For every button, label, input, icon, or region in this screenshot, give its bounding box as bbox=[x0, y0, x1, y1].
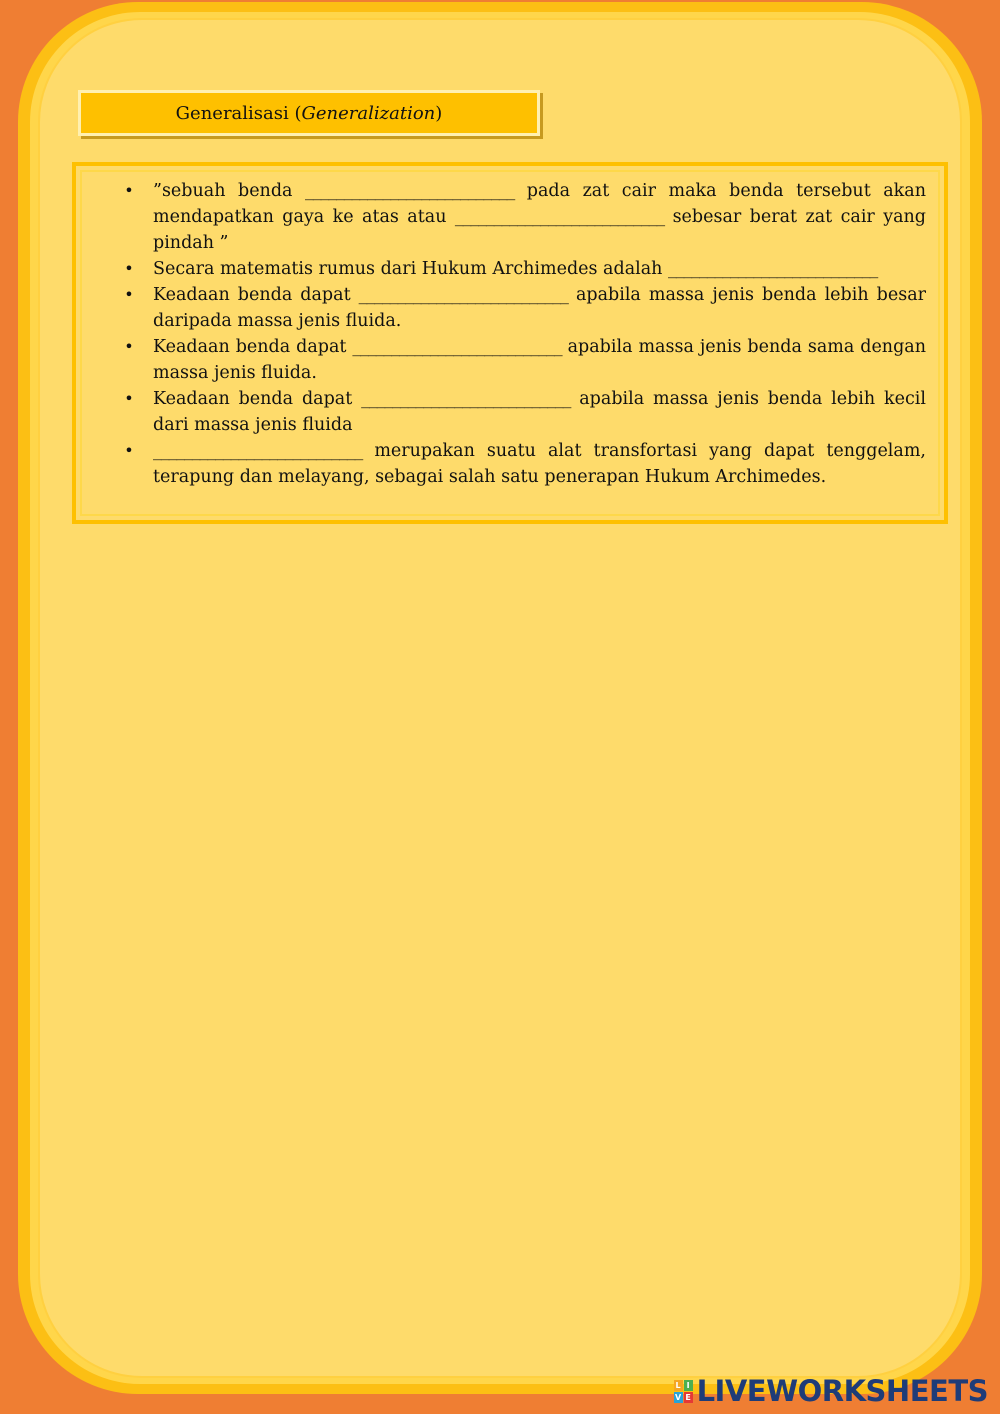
item-text: pada zat cair maka benda tersebut akan mendapatkan gaya ke atas atau bbox=[153, 181, 926, 227]
section-title bbox=[78, 90, 540, 136]
section-title-text: Generalisasi ( bbox=[175, 102, 302, 124]
item-text: sebesar berat zat cair yang pindah ” bbox=[153, 207, 926, 253]
watermark-text: LIVEWORKSHEETS bbox=[696, 1374, 988, 1408]
item-text: Secara matematis rumus dari Hukum Archimedes adalah bbox=[153, 259, 668, 279]
item-text: Keadaan benda dapat bbox=[153, 389, 362, 409]
answer-blank[interactable]: ___________________________ bbox=[361, 389, 571, 409]
answer-blank[interactable]: ___________________________ bbox=[358, 285, 568, 305]
answer-blank[interactable]: ___________________________ bbox=[153, 441, 363, 461]
item-text: ”sebuah benda bbox=[153, 181, 305, 201]
list-item bbox=[80, 256, 926, 282]
liveworksheets-watermark bbox=[674, 1374, 988, 1408]
liveworksheets-logo-icon bbox=[674, 1380, 693, 1403]
fill-in-list bbox=[80, 178, 926, 490]
item-text: apabila massa jenis benda sama dengan massa jenis fluida. bbox=[153, 337, 926, 383]
list-item bbox=[80, 334, 926, 386]
logo-letter: L bbox=[675, 1380, 681, 1390]
list-item bbox=[80, 282, 926, 334]
answer-blank[interactable]: ___________________________ bbox=[305, 181, 515, 201]
bullet-icon: • bbox=[124, 337, 134, 356]
logo-letter: V bbox=[674, 1392, 682, 1402]
item-text: apabila massa jenis benda lebih besar daripada massa jenis fluida. bbox=[153, 285, 926, 331]
answer-blank[interactable]: ___________________________ bbox=[668, 259, 878, 279]
section-title-close: ) bbox=[435, 102, 443, 124]
section-title-italic: Generalization bbox=[301, 102, 436, 124]
bullet-icon: • bbox=[124, 181, 134, 200]
logo-letter: I bbox=[684, 1380, 693, 1391]
answer-blank[interactable]: ___________________________ bbox=[454, 207, 665, 227]
bullet-icon: • bbox=[124, 285, 134, 304]
answer-blank[interactable]: ___________________________ bbox=[352, 337, 562, 357]
item-text: apabila massa jenis benda lebih kecil dari massa jenis fluida bbox=[153, 389, 926, 435]
list-item bbox=[80, 438, 926, 490]
list-item bbox=[80, 178, 926, 256]
item-text: Keadaan benda dapat bbox=[153, 285, 359, 305]
item-text: Keadaan benda dapat bbox=[153, 337, 353, 357]
logo-letter: E bbox=[685, 1392, 691, 1402]
bullet-icon: • bbox=[124, 259, 134, 278]
item-text: merupakan suatu alat transfortasi yang dapat tenggelam, terapung dan melayang, sebagai salah satu penerapan Hukum Archimedes. bbox=[153, 441, 926, 487]
bullet-icon: • bbox=[124, 441, 134, 460]
list-item bbox=[80, 386, 926, 438]
bullet-icon: • bbox=[124, 389, 134, 408]
